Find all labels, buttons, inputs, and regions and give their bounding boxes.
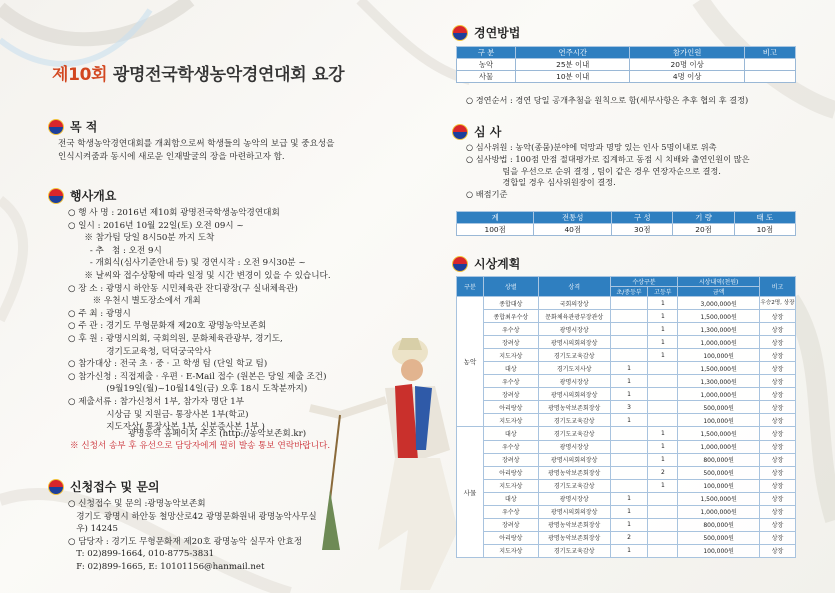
awards-col-header: 상별 bbox=[483, 277, 538, 297]
method-table-header bbox=[457, 47, 796, 59]
judging-line: ○ 배점기준 bbox=[466, 189, 508, 200]
award-cell: 800,000원 bbox=[678, 453, 760, 466]
award-cell bbox=[648, 388, 678, 401]
event-line: ○ 일시 : 2016년 10월 22일(토) 오전 09시 ~ bbox=[68, 220, 244, 231]
award-cell: 상장 bbox=[759, 375, 795, 388]
award-cell: 1,000,000원 bbox=[678, 336, 760, 349]
award-cell: 상장 bbox=[759, 492, 795, 505]
table-row bbox=[457, 362, 796, 375]
award-cell: 상장 bbox=[759, 427, 795, 440]
award-cell bbox=[610, 466, 648, 479]
table-row bbox=[457, 388, 796, 401]
award-section-label: 사물 bbox=[457, 427, 484, 557]
award-cell: 1 bbox=[648, 349, 678, 362]
table-row bbox=[457, 531, 796, 544]
award-cell: 1 bbox=[610, 544, 648, 557]
award-cell bbox=[610, 310, 648, 323]
method-cell: 25분 이내 bbox=[516, 59, 630, 71]
award-cell: 1 bbox=[648, 336, 678, 349]
award-cell: 500,000원 bbox=[678, 531, 760, 544]
score-table-header bbox=[457, 212, 796, 224]
award-cell: 상장 bbox=[759, 440, 795, 453]
award-cell: 광명시장상 bbox=[538, 323, 610, 336]
award-cell: 1,000,000원 bbox=[678, 440, 760, 453]
event-heading bbox=[48, 187, 116, 204]
event-line: 지도자상( 통장사본 1부, 신분증사본 1부 ) bbox=[68, 422, 265, 433]
purpose-line: 전국 학생농악경연대회를 개최함으로써 학생들의 농악의 보급 및 중요성을 bbox=[58, 139, 335, 149]
taegeuk-icon bbox=[48, 188, 64, 204]
table-row bbox=[457, 505, 796, 518]
awards-col-header: 금액 bbox=[678, 287, 760, 297]
score-cell: 100점 bbox=[457, 224, 534, 236]
award-cell bbox=[648, 401, 678, 414]
table-row bbox=[457, 224, 796, 236]
event-line: ○ 주 최 : 광명시 bbox=[68, 308, 131, 319]
event-line: ○ 주 관 : 경기도 무형문화재 제20호 광명농악보존회 bbox=[68, 321, 267, 332]
method-table bbox=[456, 46, 796, 83]
awards-col-header: 상격 bbox=[538, 277, 610, 297]
award-cell: 우수상 bbox=[483, 440, 538, 453]
taegeuk-icon bbox=[452, 25, 468, 41]
awards-table bbox=[456, 276, 796, 558]
award-cell: 1 bbox=[610, 375, 648, 388]
award-cell: 광명농악보존회장상 bbox=[538, 466, 610, 479]
event-heading-label: 행사개요 bbox=[70, 189, 117, 203]
taegeuk-icon bbox=[452, 124, 468, 140]
table-row bbox=[457, 310, 796, 323]
award-cell: 100,000원 bbox=[678, 479, 760, 492]
event-line: ○ 장 소 : 광명시 하안동 시민체육관 잔디광장(구 실내체육관) bbox=[68, 283, 298, 294]
award-cell: 광명시의회의장상 bbox=[538, 453, 610, 466]
method-col-header: 비고 bbox=[744, 47, 795, 59]
table-row bbox=[457, 479, 796, 492]
title-text: 광명전국학생농악경연대회 요강 bbox=[107, 65, 345, 85]
method-cell: 10분 이내 bbox=[516, 71, 630, 83]
table-row bbox=[457, 349, 796, 362]
award-cell: 500,000원 bbox=[678, 401, 760, 414]
award-cell: 2 bbox=[648, 466, 678, 479]
method-col-header: 참가인원 bbox=[630, 47, 744, 59]
award-cell: 1,300,000원 bbox=[678, 375, 760, 388]
contact-line: F: 02)899-1665, E: 10101156@hanmail.net bbox=[68, 561, 265, 572]
award-cell: 상장 bbox=[759, 531, 795, 544]
award-cell: 장려상 bbox=[483, 518, 538, 531]
award-cell: 광명시의회의장상 bbox=[538, 336, 610, 349]
method-cell: 4명 이상 bbox=[630, 71, 744, 83]
award-cell: 1,000,000원 bbox=[678, 388, 760, 401]
contact-line: 우) 14245 bbox=[68, 524, 118, 535]
awards-col-header: 비고 bbox=[759, 277, 795, 297]
award-cell bbox=[610, 453, 648, 466]
event-line: 시상금 및 지원금- 통장사본 1부(학교) bbox=[68, 409, 249, 420]
contact-heading bbox=[48, 478, 160, 495]
table-row bbox=[457, 440, 796, 453]
award-cell bbox=[648, 505, 678, 518]
table-row bbox=[457, 297, 796, 310]
award-cell: 상장 bbox=[759, 544, 795, 557]
awards-heading bbox=[452, 255, 520, 272]
award-cell: 국회의장상 bbox=[538, 297, 610, 310]
table-row bbox=[457, 544, 796, 557]
award-cell: 1 bbox=[648, 440, 678, 453]
award-cell: 1 bbox=[648, 427, 678, 440]
method-col-header: 연주시간 bbox=[516, 47, 630, 59]
awards-col-header: 구분 bbox=[457, 277, 484, 297]
table-row bbox=[457, 466, 796, 479]
award-cell: 상장 bbox=[759, 349, 795, 362]
awards-body bbox=[457, 297, 796, 558]
award-cell: 광명시의회의장상 bbox=[538, 505, 610, 518]
judging-line: 팀을 우선으로 순위 결정 , 팀이 같은 경우 연장자순으로 결정. bbox=[466, 165, 721, 176]
event-line: ※ 참가팀 당일 8시50분 까지 도착 bbox=[68, 233, 215, 244]
award-cell: 상장 bbox=[759, 414, 795, 427]
award-cell: 1 bbox=[610, 505, 648, 518]
award-cell: 광명농악보존회장상 bbox=[538, 518, 610, 531]
award-cell: 1,300,000원 bbox=[678, 323, 760, 336]
contact-line: 경기도 광명시 하안동 철망산로42 광명문화원내 광명농악사무실 bbox=[68, 511, 317, 522]
event-line: 경기도교육청, 덕덕궁국악사 bbox=[68, 346, 212, 357]
purpose-line: 인식시켜줌과 동시에 새로운 인재발굴의 장을 마련하고자 함. bbox=[58, 151, 285, 162]
score-cell: 40점 bbox=[534, 224, 612, 236]
award-cell: 1 bbox=[610, 388, 648, 401]
table-row bbox=[457, 414, 796, 427]
event-line: ○ 참가신청 : 직접제출 · 우편 · E-Mail 접수 (원본은 당일 제출 조건) bbox=[68, 371, 327, 382]
submission-notice: ※ 신청서 송부 후 유선으로 담당자에게 필히 발송 통보 연락바랍니다. bbox=[70, 441, 331, 451]
method-cell bbox=[744, 59, 795, 71]
award-cell: 대상 bbox=[483, 492, 538, 505]
award-cell: 지도자상 bbox=[483, 414, 538, 427]
table-row bbox=[457, 375, 796, 388]
homepage-address[interactable]: 광명농악 홈페이지 주소 (http://농악보존회.kr) bbox=[128, 429, 307, 439]
award-cell: 경기도교육감상 bbox=[538, 544, 610, 557]
award-cell: 1 bbox=[610, 492, 648, 505]
award-cell: 아리랑상 bbox=[483, 466, 538, 479]
award-cell: 장려상 bbox=[483, 453, 538, 466]
award-cell: 500,000원 bbox=[678, 466, 760, 479]
judging-line: 경합일 경우 심사위원장이 결정. bbox=[466, 177, 616, 188]
award-cell bbox=[648, 414, 678, 427]
award-cell: 1,500,000원 bbox=[678, 427, 760, 440]
award-cell: 1,000,000원 bbox=[678, 505, 760, 518]
method-col-header: 구 분 bbox=[457, 47, 516, 59]
event-line: - 개회식(심사기준안내 등) 및 경연시작 : 오전 9시30분 ~ bbox=[68, 258, 306, 269]
award-cell: 상장 bbox=[759, 453, 795, 466]
purpose-heading-label: 목 적 bbox=[70, 120, 98, 134]
taegeuk-icon bbox=[48, 119, 64, 135]
award-cell: 2 bbox=[610, 531, 648, 544]
award-cell: 1 bbox=[648, 323, 678, 336]
award-cell bbox=[610, 297, 648, 310]
method-cell: 사물 bbox=[457, 71, 516, 83]
award-cell: 상장 bbox=[759, 323, 795, 336]
award-cell: 1 bbox=[610, 414, 648, 427]
award-cell bbox=[648, 375, 678, 388]
table-row bbox=[457, 71, 796, 83]
award-cell: 광명시장상 bbox=[538, 440, 610, 453]
contact-line: T: 02)899-1664, 010-8775-3831 bbox=[68, 549, 215, 560]
order-note: ○ 경연순서 : 경연 당일 공개추첨을 원칙으로 함(세부사항은 추후 협의 후 결정) bbox=[466, 95, 749, 105]
award-cell bbox=[610, 427, 648, 440]
award-cell: 광명시장상 bbox=[538, 492, 610, 505]
award-cell: 상장 bbox=[759, 518, 795, 531]
award-cell: 경기도교육감상 bbox=[538, 479, 610, 492]
award-cell: 경기도교육감상 bbox=[538, 414, 610, 427]
award-cell: 3 bbox=[610, 401, 648, 414]
award-cell bbox=[610, 479, 648, 492]
method-heading-label: 경연방법 bbox=[474, 26, 521, 40]
award-cell: 장려상 bbox=[483, 336, 538, 349]
award-cell: 우수상 bbox=[483, 375, 538, 388]
awards-col-header: 시상내역(천원) bbox=[678, 277, 760, 287]
table-row bbox=[457, 336, 796, 349]
awards-heading-label: 시상계획 bbox=[474, 257, 521, 271]
score-table bbox=[456, 211, 796, 236]
event-line: ※ 날씨와 접수상황에 따라 일정 및 시간 변경이 있을 수 있습니다. bbox=[68, 270, 331, 281]
judging-heading-label: 심 사 bbox=[474, 125, 502, 139]
score-col-header: 구 성 bbox=[612, 212, 673, 224]
event-details bbox=[68, 207, 331, 434]
award-cell: 지도자상 bbox=[483, 479, 538, 492]
award-cell bbox=[648, 531, 678, 544]
award-cell: 장려상 bbox=[483, 388, 538, 401]
award-cell: 지도자상 bbox=[483, 349, 538, 362]
awards-col-header: 고등부 bbox=[648, 287, 678, 297]
score-col-header: 전통성 bbox=[534, 212, 612, 224]
award-cell: 경기도교육감상 bbox=[538, 427, 610, 440]
award-cell bbox=[610, 323, 648, 336]
method-cell bbox=[744, 71, 795, 83]
event-line: ○ 행 사 명 : 2016년 제10회 광명전국학생농악경연대회 bbox=[68, 208, 280, 218]
award-cell: 100,000원 bbox=[678, 414, 760, 427]
awards-header-row bbox=[457, 277, 796, 287]
award-cell: 1 bbox=[610, 362, 648, 375]
award-cell: 상장 bbox=[759, 401, 795, 414]
award-cell: 1,500,000원 bbox=[678, 362, 760, 375]
award-cell: 우승2명, 상장 bbox=[759, 297, 795, 310]
award-cell: 광명시장상 bbox=[538, 375, 610, 388]
award-cell: 1 bbox=[610, 518, 648, 531]
award-cell: 1,500,000원 bbox=[678, 492, 760, 505]
title-number: 제10회 bbox=[52, 65, 108, 85]
award-section-label: 농악 bbox=[457, 297, 484, 427]
award-cell: 아리랑상 bbox=[483, 401, 538, 414]
award-cell bbox=[610, 336, 648, 349]
event-line: ※ 우천시 별도장소에서 개최 bbox=[68, 296, 201, 307]
table-row bbox=[457, 59, 796, 71]
award-cell: 대상 bbox=[483, 362, 538, 375]
score-cell: 20점 bbox=[673, 224, 734, 236]
score-col-header: 기 량 bbox=[673, 212, 734, 224]
award-cell: 상장 bbox=[759, 362, 795, 375]
award-cell: 상장 bbox=[759, 505, 795, 518]
score-cell: 10점 bbox=[734, 224, 795, 236]
judging-details bbox=[466, 142, 750, 201]
award-cell: 1 bbox=[648, 479, 678, 492]
page-title bbox=[52, 60, 344, 85]
award-cell: 대상 bbox=[483, 427, 538, 440]
awards-col-header: 초/중등부 bbox=[610, 287, 648, 297]
contact-line: ○ 담당자 : 경기도 무형문화재 제20호 광명농악 실무자 안효정 bbox=[68, 536, 303, 547]
dancer-illustration bbox=[300, 300, 460, 593]
award-cell: 3,000,000원 bbox=[678, 297, 760, 310]
award-cell: 종합최우수상 bbox=[483, 310, 538, 323]
award-cell: 1,500,000원 bbox=[678, 310, 760, 323]
award-cell bbox=[648, 492, 678, 505]
award-cell: 광명농악보존회장상 bbox=[538, 401, 610, 414]
table-row bbox=[457, 453, 796, 466]
award-cell: 경기도교육감상 bbox=[538, 349, 610, 362]
award-cell: 우수상 bbox=[483, 505, 538, 518]
award-cell: 지도자상 bbox=[483, 544, 538, 557]
taegeuk-icon bbox=[452, 256, 468, 272]
score-cell: 30점 bbox=[612, 224, 673, 236]
table-row bbox=[457, 401, 796, 414]
award-cell: 광명농악보존회장상 bbox=[538, 531, 610, 544]
event-line: ○ 참가대상 : 전국 초 · 중 · 고 학생 팀 (단일 학교 팀) bbox=[68, 359, 268, 370]
award-cell: 문화체육관광부장관상 bbox=[538, 310, 610, 323]
method-heading bbox=[452, 24, 520, 41]
award-cell: 경기도지사상 bbox=[538, 362, 610, 375]
award-cell: 1 bbox=[648, 453, 678, 466]
award-cell: 1 bbox=[648, 297, 678, 310]
award-cell bbox=[648, 362, 678, 375]
event-line: ○ 제출서류 : 참가신청서 1부, 참가자 명단 1부 bbox=[68, 396, 245, 407]
judging-heading bbox=[452, 123, 501, 140]
award-cell: 상장 bbox=[759, 479, 795, 492]
judging-line: ○ 심사방법 : 100점 만점 절대평가로 집계하고 동점 시 치배와 출연인원이 많은 bbox=[466, 153, 750, 164]
table-row bbox=[457, 323, 796, 336]
table-row bbox=[457, 518, 796, 531]
award-cell: 광명시의회의장상 bbox=[538, 388, 610, 401]
award-cell: 상장 bbox=[759, 336, 795, 349]
judging-line: ○ 심사위원 : 농악(종뭄)분야에 덕망과 명망 있는 인사 5명이내로 위촉 bbox=[466, 142, 717, 152]
award-cell bbox=[648, 518, 678, 531]
score-col-header: 계 bbox=[457, 212, 534, 224]
award-cell: 상장 bbox=[759, 466, 795, 479]
table-row bbox=[457, 427, 796, 440]
purpose-text bbox=[58, 138, 334, 163]
award-cell: 800,000원 bbox=[678, 518, 760, 531]
award-cell: 종합대상 bbox=[483, 297, 538, 310]
purpose-heading bbox=[48, 118, 97, 135]
award-cell: 우수상 bbox=[483, 323, 538, 336]
award-cell bbox=[648, 544, 678, 557]
award-cell: 상장 bbox=[759, 310, 795, 323]
contact-details bbox=[68, 498, 317, 574]
contact-line: ○ 신청접수 및 문의 :광명농악보존회 bbox=[68, 499, 206, 509]
method-cell: 20명 이상 bbox=[630, 59, 744, 71]
award-cell: 상장 bbox=[759, 388, 795, 401]
awards-col-header: 수상구분 bbox=[610, 277, 678, 287]
score-col-header: 태 도 bbox=[734, 212, 795, 224]
award-cell bbox=[610, 349, 648, 362]
award-cell: 1 bbox=[648, 310, 678, 323]
table-row bbox=[457, 492, 796, 505]
event-line: (9월19일(월)~10월14일(금) 오후 18시 도착분까지) bbox=[68, 384, 308, 395]
event-line: ○ 후 원 : 광명시의회, 국회의원, 문화체육관광부, 경기도, bbox=[68, 333, 283, 344]
event-line: - 추 첨 : 오전 9시 bbox=[68, 245, 162, 256]
award-cell bbox=[610, 440, 648, 453]
contact-heading-label: 신청접수 및 문의 bbox=[70, 480, 160, 494]
method-cell: 농악 bbox=[457, 59, 516, 71]
award-cell: 100,000원 bbox=[678, 349, 760, 362]
taegeuk-icon bbox=[48, 479, 64, 495]
award-cell: 아리랑상 bbox=[483, 531, 538, 544]
award-cell: 100,000원 bbox=[678, 544, 760, 557]
